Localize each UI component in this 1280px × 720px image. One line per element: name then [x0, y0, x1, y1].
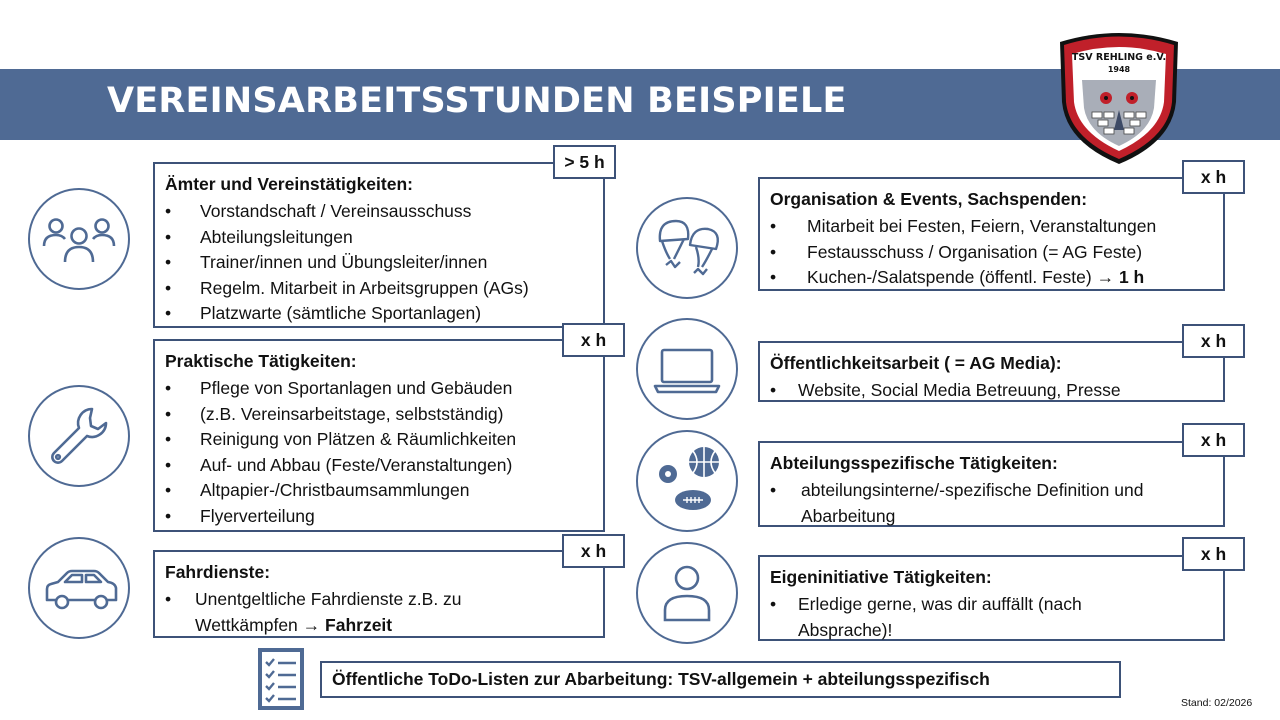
list-item: • Mitarbeit bei Festen, Feiern, Veranstaltungen	[770, 214, 1213, 240]
todo-banner	[320, 661, 1121, 698]
person-icon	[638, 544, 736, 642]
list-item	[770, 592, 1213, 618]
people-group-icon-circle	[28, 188, 130, 290]
list-item: • Festausschuss / Organisation (= AG Feste)	[770, 240, 1213, 266]
party-hats-icon	[638, 199, 736, 297]
hours-badge: > 5 h	[553, 145, 616, 179]
hours-badge: x h	[562, 534, 625, 568]
hours-badge: x h	[1182, 160, 1245, 194]
party-hats-icon-circle	[636, 197, 738, 299]
list-item-continuation	[165, 613, 593, 639]
section-heading: Organisation & Events, Sachspenden:	[770, 189, 1088, 209]
list-item-continuation: Absprache)!	[798, 619, 893, 640]
list-item: • Platzwarte (sämtliche Sportanlagen)	[165, 301, 593, 327]
sports-balls-icon-circle	[636, 430, 738, 532]
list-item: • Pflege von Sportanlagen und Gebäuden	[165, 376, 593, 402]
todo-text: Öffentliche ToDo-Listen zur Abarbeitung: TSV-allgemein + abteilungsspezifisch	[332, 669, 990, 689]
laptop-icon-circle	[636, 318, 738, 420]
checklist-icon	[256, 646, 306, 712]
car-icon-circle	[28, 537, 130, 639]
section-heading: Praktische Tätigkeiten:	[165, 351, 357, 371]
list-item	[770, 265, 1213, 291]
section-aemter	[153, 162, 605, 328]
logo-year: 1948	[1107, 65, 1131, 74]
list-item: • Website, Social Media Betreuung, Presse	[770, 378, 1213, 404]
list-item: • Regelm. Mitarbeit in Arbeitsgruppen (AGs)	[165, 276, 593, 302]
list-item: • Reinigung von Plätzen & Räumlichkeiten	[165, 427, 593, 453]
section-abteilung	[758, 441, 1225, 527]
list-item-text: Kuchen-/Salatspende (öffentl. Feste) →	[807, 267, 1119, 287]
list-item: • Vorstandschaft / Vereinsausschuss	[165, 199, 593, 225]
stand-date: Stand: 02/2026	[1181, 697, 1253, 709]
section-heading: Fahrdienste:	[165, 562, 271, 582]
section-heading: Öffentlichkeitsarbeit ( = AG Media):	[770, 353, 1062, 373]
section-media	[758, 341, 1225, 402]
section-praktisch	[153, 339, 605, 532]
logo-text: TSV REHLING e.V.	[1071, 52, 1167, 63]
list-item-text: Wettkämpfen →	[195, 614, 326, 635]
hours-badge: x h	[562, 323, 625, 357]
list-item: • Altpapier-/Christbaumsammlungen	[165, 478, 593, 504]
section-heading: Eigeninitiative Tätigkeiten:	[770, 567, 992, 587]
list-item-text: Unentgeltliche Fahrdienste z.B. zu	[195, 589, 462, 609]
list-item-text: abteilungsinterne/-spezifische Definition und	[801, 480, 1144, 500]
wrench-icon	[30, 387, 128, 485]
people-group-icon	[30, 190, 128, 288]
section-organisation	[758, 177, 1225, 291]
car-icon	[30, 539, 128, 637]
section-fahrdienste	[153, 550, 605, 638]
highlight-text: Fahrzeit	[325, 614, 393, 635]
list-item	[770, 478, 1213, 504]
section-heading: Abteilungsspezifische Tätigkeiten:	[770, 453, 1058, 473]
club-logo	[1054, 30, 1184, 168]
highlight-text: 1 h	[1118, 267, 1145, 287]
hours-badge: x h	[1182, 324, 1245, 358]
list-item-continuation: • (z.B. Vereinsarbeitstage, selbstständig)	[165, 402, 593, 428]
wrench-icon-circle	[28, 385, 130, 487]
hours-badge: x h	[1182, 423, 1245, 457]
list-item-continuation: Abarbeitung	[801, 505, 896, 526]
section-eigeninitiative	[758, 555, 1225, 641]
list-item: • Abteilungsleitungen	[165, 225, 593, 251]
list-item-text: Erledige gerne, was dir auffällt (nach	[798, 594, 1082, 614]
person-icon-circle	[636, 542, 738, 644]
section-heading: Ämter und Vereinstätigkeiten:	[165, 174, 413, 194]
list-item: • Trainer/innen und Übungsleiter/innen	[165, 250, 593, 276]
hours-badge: x h	[1182, 537, 1245, 571]
sports-balls-icon	[638, 432, 736, 530]
list-item	[165, 587, 593, 613]
laptop-icon	[638, 320, 736, 418]
page-title: VEREINSARBEITSSTUNDEN BEISPIELE	[107, 81, 847, 121]
list-item: • Auf- und Abbau (Feste/Veranstaltungen)	[165, 453, 593, 479]
list-item: • Flyerverteilung	[165, 504, 593, 530]
